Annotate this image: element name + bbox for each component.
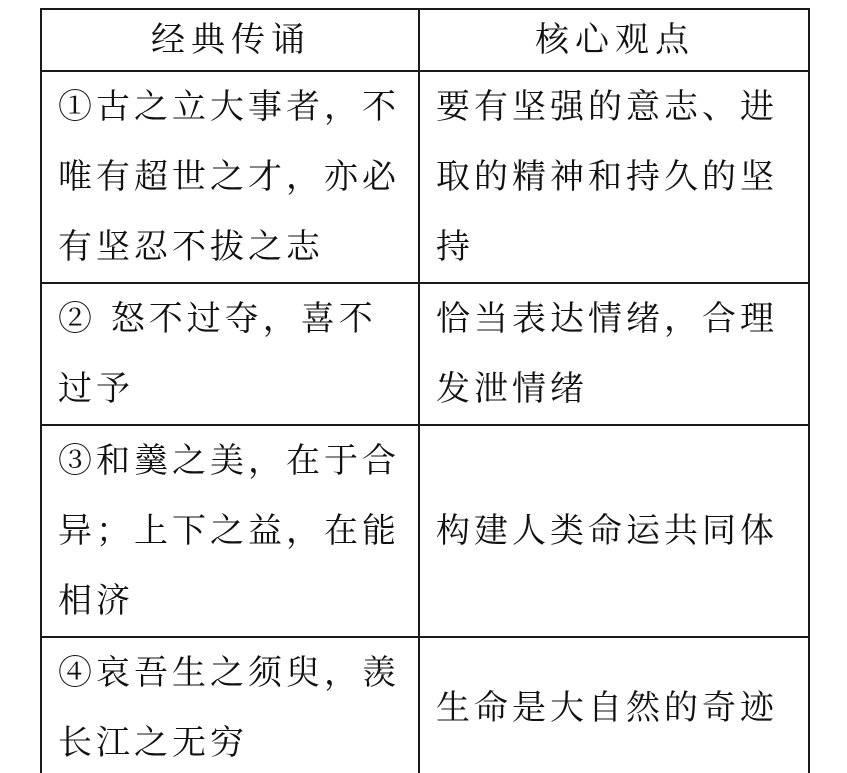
quote-cell: ② 怒不过夺，喜不过予	[41, 283, 419, 425]
classics-table	[40, 8, 810, 773]
table-row	[41, 425, 809, 637]
header-classic-quotes: 经典传诵	[41, 9, 419, 71]
view-cell: 恰当表达情绪，合理发泄情绪	[419, 283, 809, 425]
header-core-views: 核心观点	[419, 9, 809, 71]
table-row	[41, 283, 809, 425]
view-cell: 生命是大自然的奇迹	[419, 637, 809, 773]
view-cell: 构建人类命运共同体	[419, 425, 809, 637]
table-row	[41, 637, 809, 773]
table-header-row	[41, 9, 809, 71]
quote-cell: ③和羹之美，在于合异；上下之益，在能相济	[41, 425, 419, 637]
table-row	[41, 71, 809, 283]
quote-cell: ④哀吾生之须臾，羡长江之无穷	[41, 637, 419, 773]
view-cell: 要有坚强的意志、进取的精神和持久的坚持	[419, 71, 809, 283]
quote-cell: ①古之立大事者，不唯有超世之才，亦必有坚忍不拔之志	[41, 71, 419, 283]
